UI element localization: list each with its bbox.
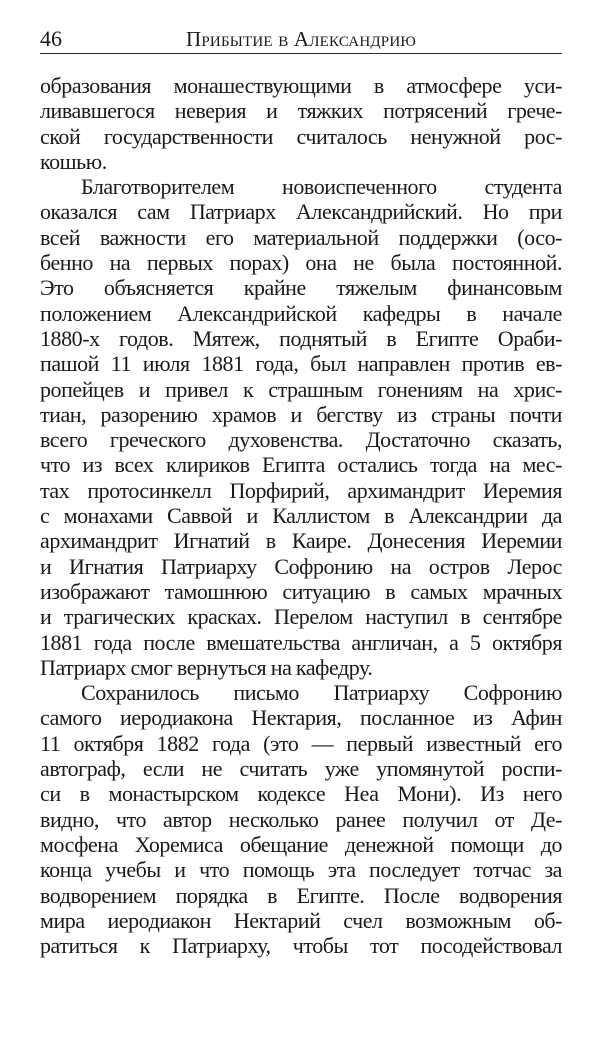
text-line: ратиться к Патриарху, чтобы тот посодействовал <box>40 933 562 959</box>
text-line: изображают тамошнюю ситуацию в самых мрачных <box>40 578 562 604</box>
text-line: и трагических красках. Перелом наступил в сентябре <box>40 604 562 630</box>
text-line: кошью. <box>40 148 107 174</box>
paragraph-3 <box>40 680 562 958</box>
text-line: водворением порядка в Египте. После водворения <box>40 882 562 908</box>
text-line: бенно на первых порах) она не была постоянной. <box>40 250 562 276</box>
text-line: ропейцев и привел к страшным гонениям на хрис- <box>40 376 562 402</box>
text-line: автограф, если не считать уже упомянутой роспи- <box>40 756 562 782</box>
text-line: Это объясняется крайне тяжелым финансовым <box>40 275 562 301</box>
text-line: с монахами Саввой и Каллистом в Александрии да <box>40 503 562 529</box>
text-line: 1881 года после вмешательства англичан, а 5 октября <box>40 629 562 655</box>
text-line: 1880-х годов. Мятеж, поднятый в Египте Ораби- <box>40 325 562 351</box>
header-rule <box>40 53 562 54</box>
text-line: мира иеродиакон Нектарий счел возможным об- <box>40 907 562 933</box>
text-line: Благотворителем новоиспеченного студента <box>81 174 562 200</box>
page-number: 46 <box>40 26 62 51</box>
text-line: самого иеродиакона Нектария, посланное из Афин <box>40 705 562 731</box>
text-line: мосфена Хоремиса обещание денежной помощи до <box>40 831 562 857</box>
text-line: пашой 11 июля 1881 года, был направлен против ев- <box>40 351 562 377</box>
paragraph-1 <box>40 73 562 174</box>
text-line: тиан, разорению храмов и бегству из страны почти <box>40 401 562 427</box>
text-line: положением Александрийской кафедры в начале <box>40 300 562 326</box>
text-line: всей важности его материальной поддержки (осо- <box>40 224 562 250</box>
text-line: видно, что автор несколько ранее получил от Де- <box>40 806 562 832</box>
text-line: что из всех клириков Египта остались тогда на мес- <box>40 452 562 478</box>
text-line: образования монашествующими в атмосфере уси- <box>40 73 562 98</box>
text-line: ливавшегося неверия и тяжких потрясений грече- <box>40 98 562 124</box>
running-title: Прибытие в Александрию <box>186 27 416 51</box>
text-line: оказался сам Патриарх Александрийский. Но при <box>40 199 562 225</box>
text-line: тах протосинкелл Порфирий, архимандрит Иеремия <box>40 477 562 503</box>
text-line: архимандрит Игнатий в Каире. Донесения Иеремии <box>40 528 562 554</box>
text-line: ской государственности считалось ненужной рос- <box>40 123 562 149</box>
text-line: си в монастырском кодексе Неа Мони). Из него <box>40 781 562 807</box>
text-line: Сохранилось письмо Патриарху Софронию <box>81 680 562 706</box>
body-text <box>40 73 562 958</box>
paragraph-2 <box>40 174 562 680</box>
text-line: конца учебы и что помощь эта последует тотчас за <box>40 857 562 883</box>
running-head <box>40 26 562 54</box>
text-line: 11 октября 1882 года (это — первый известный его <box>40 730 562 756</box>
text-line: и Игнатия Патриарху Софронию на остров Лерос <box>40 553 562 579</box>
text-line: Патриарх смог вернуться на кафедру. <box>40 654 373 680</box>
text-line: всего греческого духовенства. Достаточно сказать, <box>40 427 562 453</box>
